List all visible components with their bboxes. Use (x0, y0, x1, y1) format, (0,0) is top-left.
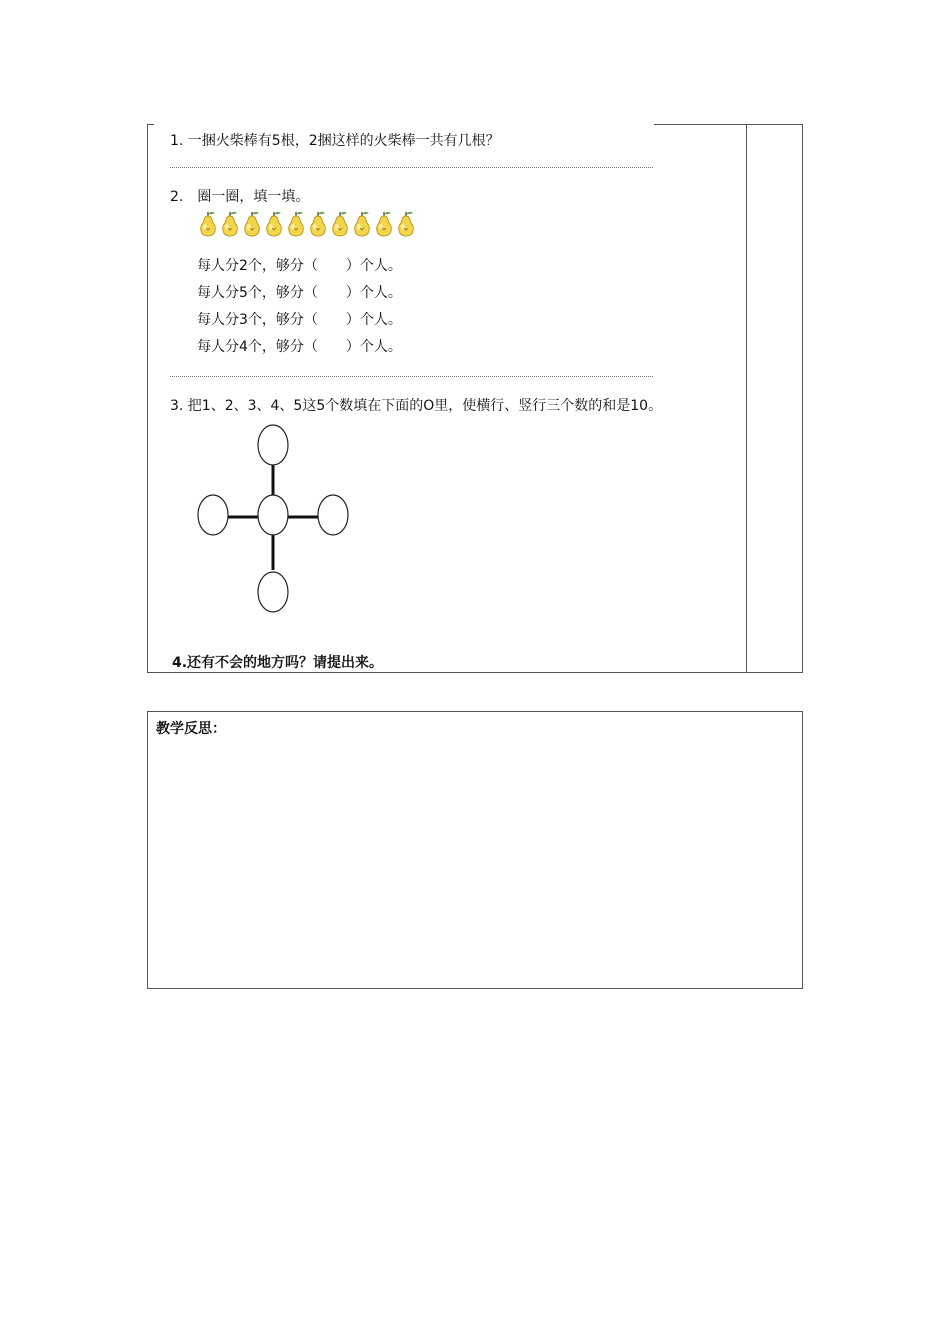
pear-icon (241, 208, 263, 238)
pear-icon (329, 208, 351, 238)
fill-line-2: 每人分5个，够分（ ）个人。 (197, 285, 402, 301)
question-2-title: 2. 圈一圈，填一填。 (170, 189, 310, 205)
pear-icon (373, 208, 395, 238)
blank-circle-center (258, 495, 288, 535)
reflection-box (147, 711, 803, 989)
pear-icon (285, 208, 307, 238)
pear-icon (307, 208, 329, 238)
pear-row (197, 208, 417, 238)
question-4: 4.还有不会的地方吗？请提出来。 (172, 655, 384, 671)
question-3: 3. 把1、2、3、4、5这5个数填在下面的O里，使横行、竖行三个数的和是10。 (170, 398, 663, 414)
dotted-separator (170, 167, 653, 168)
pear-icon (219, 208, 241, 238)
blank-circle-right (318, 495, 348, 535)
pear-icon (395, 208, 417, 238)
pear-icon (351, 208, 373, 238)
reflection-title: 教学反思： (156, 721, 226, 737)
cross-circle-diagram (190, 420, 360, 620)
dotted-separator (170, 376, 653, 377)
fill-line-3: 每人分3个，够分（ ）个人。 (197, 312, 402, 328)
pear-icon (263, 208, 285, 238)
blank-circle-top (258, 425, 288, 465)
fill-line-4: 每人分4个，够分（ ）个人。 (197, 339, 402, 355)
question-1: 1. 一捆火柴棒有5根，2捆这样的火柴棒一共有几根？ (170, 133, 500, 149)
fill-line-1: 每人分2个，够分（ ）个人。 (197, 258, 402, 274)
blank-circle-left (198, 495, 228, 535)
pear-icon (197, 208, 219, 238)
table-top-gap (154, 123, 654, 127)
table-column-divider (746, 125, 747, 672)
blank-circle-bottom (258, 572, 288, 612)
